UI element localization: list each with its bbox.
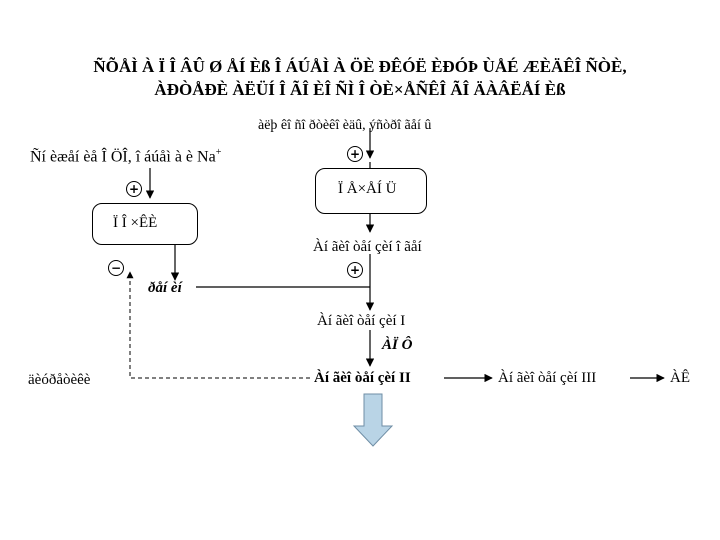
sodium-charge: + [215,147,222,158]
kidney-label: Ï Î ×ÊÈ [113,215,158,231]
hormones-label: àëþ êî ñî ðòèêî èäû, ýñòðî ãåí û [258,118,432,133]
title-line-1: ÑÕÅÌ À Ï Î ÂÛ Ø ÅÍ Èß Î ÁÚÅÌ À ÖÈ ÐÊÓË ÈÐÓÞ ÙÅÉ ÆÈÄÊÎ ÑÒÈ, [93,57,627,76]
ace-label: ÀÏ Ô [382,337,413,353]
diuretics-label: äèóðåòèêè [28,372,91,388]
plus-sign-kidney: + [126,181,142,197]
plus-sign-liver: + [347,146,363,162]
angiotensin-1-label: Àí ãèî òåí çèí I [317,313,406,329]
liver-label: Ï Å×ÅÍ Ü [338,181,397,197]
title-line-2: ÀÐÒÅÐÈ ÀËÜÍ Î ÃÎ ÈÎ ÑÌ Î ÒÈ×ÅÑÊÎ ÃÎ ÄÀÂËÅÍ Èß [154,80,566,99]
angiotensinogen-label: Àí ãèî òåí çèí î ãåí [313,239,422,255]
volume-sodium-text: Ñí èæåí èå Î ÖÎ, î áúåì à è Na [30,148,216,166]
kidney-box [92,203,198,245]
end-product-label: ÀÊ [670,370,690,386]
liver-box [315,168,427,214]
volume-sodium-label [30,148,221,165]
minus-sign-feedback: − [108,260,124,276]
angiotensin-3-label: Àí ãèî òåí çèí III [498,370,597,386]
plus-sign-renin: + [347,262,363,278]
big-down-arrow [354,394,392,446]
renin-label: ðåí èí [148,280,182,296]
angiotensin-2-label: Àí ãèî òåí çèí II [314,370,411,386]
